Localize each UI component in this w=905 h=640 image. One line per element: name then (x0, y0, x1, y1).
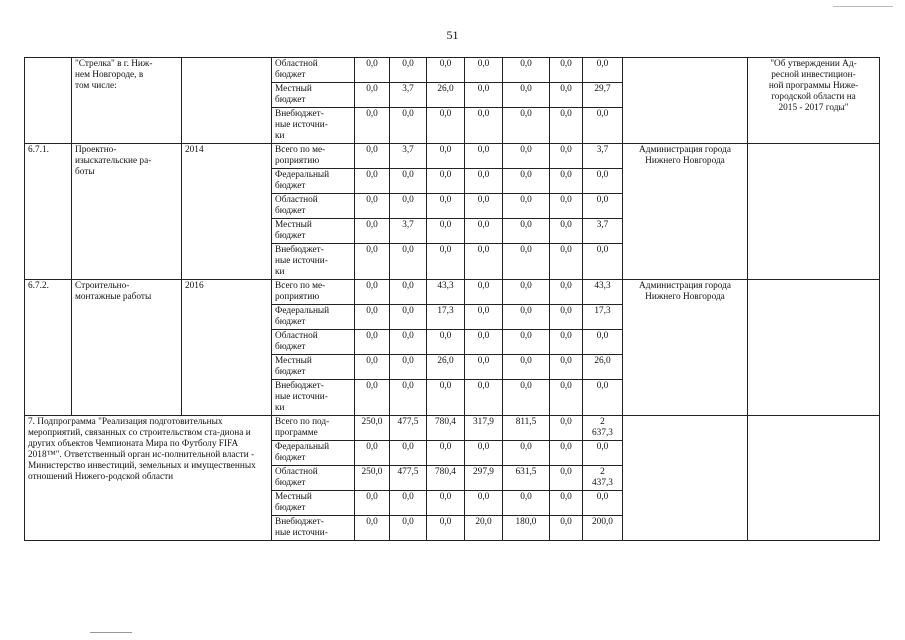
document-reference-cell (748, 280, 880, 416)
value-cell: 0,0 (355, 491, 390, 516)
total-cell: 0,0 (583, 244, 623, 280)
value-cell: 0,0 (390, 58, 427, 83)
value-cell: 0,0 (550, 108, 583, 144)
value-cell: 0,0 (550, 169, 583, 194)
funding-source-cell: Областной бюджет (272, 330, 355, 355)
total-cell: 3,7 (583, 219, 623, 244)
funding-source-cell: Федеральный бюджет (272, 441, 355, 466)
funding-source-cell: Внебюджет- ные источни- ки (272, 380, 355, 416)
value-cell: 0,0 (550, 416, 583, 441)
value-cell: 0,0 (427, 516, 465, 541)
value-cell: 0,0 (355, 58, 390, 83)
value-cell: 3,7 (390, 83, 427, 108)
value-cell: 0,0 (355, 169, 390, 194)
value-cell: 780,4 (427, 416, 465, 441)
value-cell: 0,0 (503, 441, 550, 466)
total-cell: 0,0 (583, 58, 623, 83)
total-cell: 3,7 (583, 144, 623, 169)
value-cell: 0,0 (427, 330, 465, 355)
value-cell: 0,0 (355, 441, 390, 466)
scan-mark (90, 632, 132, 633)
scan-mark (833, 0, 893, 7)
value-cell: 0,0 (390, 491, 427, 516)
value-cell: 180,0 (503, 516, 550, 541)
value-cell: 0,0 (390, 169, 427, 194)
value-cell: 0,0 (550, 441, 583, 466)
value-cell: 0,0 (390, 380, 427, 416)
value-cell: 0,0 (427, 108, 465, 144)
code-cell (25, 58, 72, 144)
measure-name-cell: "Стрелка" в г. Ниж- нем Новгороде, в том числе: (72, 58, 182, 144)
value-cell: 0,0 (390, 244, 427, 280)
value-cell: 0,0 (427, 219, 465, 244)
code-cell: 6.7.1. (25, 144, 72, 280)
funding-source-cell: Областной бюджет (272, 58, 355, 83)
value-cell: 0,0 (355, 305, 390, 330)
value-cell: 0,0 (427, 194, 465, 219)
value-cell: 0,0 (465, 83, 503, 108)
value-cell: 0,0 (503, 305, 550, 330)
funding-source-cell: Всего по под- программе (272, 416, 355, 441)
total-cell: 0,0 (583, 330, 623, 355)
value-cell: 0,0 (550, 516, 583, 541)
value-cell: 26,0 (427, 355, 465, 380)
value-cell: 0,0 (465, 219, 503, 244)
total-cell: 0,0 (583, 491, 623, 516)
document-reference-cell: "Об утверждении Ад- ресной инвестицион- ной программы Ниже- городской области на 2015 - 2017 годы" (748, 58, 880, 144)
funding-source-cell: Всего по ме- роприятию (272, 144, 355, 169)
value-cell: 0,0 (503, 83, 550, 108)
measure-name-cell: Проектно- изыскательские ра- боты (72, 144, 182, 280)
executor-cell: Администрация города Нижнего Новгорода (623, 144, 748, 280)
value-cell: 0,0 (465, 58, 503, 83)
value-cell: 0,0 (390, 305, 427, 330)
value-cell: 0,0 (355, 144, 390, 169)
total-cell: 0,0 (583, 169, 623, 194)
funding-source-cell: Внебюджет- ные источни- (272, 516, 355, 541)
value-cell: 0,0 (390, 108, 427, 144)
value-cell: 780,4 (427, 466, 465, 491)
total-cell: 17,3 (583, 305, 623, 330)
value-cell: 0,0 (503, 144, 550, 169)
value-cell: 0,0 (503, 355, 550, 380)
value-cell: 0,0 (503, 280, 550, 305)
value-cell: 0,0 (503, 244, 550, 280)
value-cell: 3,7 (390, 219, 427, 244)
value-cell: 0,0 (465, 169, 503, 194)
value-cell: 0,0 (427, 491, 465, 516)
value-cell: 0,0 (427, 244, 465, 280)
funding-source-cell: Федеральный бюджет (272, 169, 355, 194)
funding-source-cell: Местный бюджет (272, 83, 355, 108)
value-cell: 0,0 (390, 355, 427, 380)
funding-source-cell: Внебюджет- ные источни- ки (272, 108, 355, 144)
value-cell: 0,0 (390, 516, 427, 541)
funding-source-cell: Федеральный бюджет (272, 305, 355, 330)
funding-source-cell: Местный бюджет (272, 219, 355, 244)
value-cell: 0,0 (465, 380, 503, 416)
document-reference-cell (748, 416, 880, 541)
funding-source-cell: Областной бюджет (272, 466, 355, 491)
value-cell: 0,0 (503, 219, 550, 244)
value-cell: 0,0 (355, 83, 390, 108)
value-cell: 0,0 (355, 516, 390, 541)
value-cell: 0,0 (427, 380, 465, 416)
table-row (25, 58, 880, 83)
value-cell: 0,0 (465, 441, 503, 466)
value-cell: 0,0 (465, 108, 503, 144)
value-cell: 0,0 (550, 380, 583, 416)
value-cell: 0,0 (390, 280, 427, 305)
value-cell: 0,0 (390, 441, 427, 466)
value-cell: 0,0 (550, 83, 583, 108)
value-cell: 0,0 (465, 355, 503, 380)
executor-cell (623, 58, 748, 144)
value-cell: 0,0 (550, 219, 583, 244)
total-cell: 0,0 (583, 194, 623, 219)
table-row (25, 416, 880, 441)
document-reference-cell (748, 144, 880, 280)
executor-cell: Администрация города Нижнего Новгорода (623, 280, 748, 416)
value-cell: 0,0 (427, 144, 465, 169)
value-cell: 0,0 (550, 491, 583, 516)
year-cell (182, 58, 272, 144)
value-cell: 0,0 (550, 194, 583, 219)
value-cell: 477,5 (390, 466, 427, 491)
value-cell: 0,0 (427, 169, 465, 194)
total-cell: 43,3 (583, 280, 623, 305)
value-cell: 0,0 (355, 244, 390, 280)
value-cell: 250,0 (355, 416, 390, 441)
value-cell: 811,5 (503, 416, 550, 441)
value-cell: 250,0 (355, 466, 390, 491)
value-cell: 0,0 (465, 244, 503, 280)
value-cell: 0,0 (503, 491, 550, 516)
funding-source-cell: Внебюджет- ные источни- ки (272, 244, 355, 280)
table-row (25, 280, 880, 305)
value-cell: 477,5 (390, 416, 427, 441)
value-cell: 0,0 (550, 355, 583, 380)
value-cell: 0,0 (550, 244, 583, 280)
value-cell: 0,0 (550, 330, 583, 355)
funding-source-cell: Всего по ме- роприятию (272, 280, 355, 305)
total-cell: 2 437,3 (583, 466, 623, 491)
value-cell: 0,0 (465, 330, 503, 355)
page-number: 51 (446, 28, 459, 42)
subprogram-title-cell: 7. Подпрограмма "Реализация подготовительных мероприятий, связанных со строительством ста-диона и других объектов Чемпионата Мира по Футболу FIFA 2018™". Ответственный орган ис-полнительной власти - Министерство инвестиций, земельных и имущественных отношений Нижего-родской области (25, 416, 272, 541)
total-cell: 0,0 (583, 441, 623, 466)
value-cell: 0,0 (427, 58, 465, 83)
measure-name-cell: Строительно- монтажные работы (72, 280, 182, 416)
table-row (25, 144, 880, 169)
value-cell: 0,0 (355, 380, 390, 416)
total-cell: 0,0 (583, 380, 623, 416)
value-cell: 0,0 (503, 169, 550, 194)
value-cell: 0,0 (390, 330, 427, 355)
executor-cell (623, 416, 748, 541)
value-cell: 317,9 (465, 416, 503, 441)
value-cell: 0,0 (503, 58, 550, 83)
value-cell: 43,3 (427, 280, 465, 305)
value-cell: 26,0 (427, 83, 465, 108)
value-cell: 0,0 (355, 330, 390, 355)
value-cell: 0,0 (390, 194, 427, 219)
value-cell: 0,0 (427, 441, 465, 466)
value-cell: 20,0 (465, 516, 503, 541)
value-cell: 0,0 (465, 280, 503, 305)
total-cell: 200,0 (583, 516, 623, 541)
value-cell: 0,0 (465, 491, 503, 516)
total-cell: 26,0 (583, 355, 623, 380)
funding-source-cell: Местный бюджет (272, 491, 355, 516)
value-cell: 0,0 (355, 355, 390, 380)
year-cell: 2016 (182, 280, 272, 416)
value-cell: 0,0 (503, 380, 550, 416)
value-cell: 0,0 (355, 194, 390, 219)
total-cell: 2 637,3 (583, 416, 623, 441)
value-cell: 0,0 (503, 108, 550, 144)
value-cell: 0,0 (465, 194, 503, 219)
value-cell: 0,0 (550, 144, 583, 169)
value-cell: 0,0 (503, 194, 550, 219)
year-cell: 2014 (182, 144, 272, 280)
value-cell: 3,7 (390, 144, 427, 169)
value-cell: 0,0 (355, 280, 390, 305)
value-cell: 0,0 (550, 280, 583, 305)
value-cell: 0,0 (550, 58, 583, 83)
funding-source-cell: Местный бюджет (272, 355, 355, 380)
value-cell: 0,0 (503, 330, 550, 355)
value-cell: 0,0 (550, 466, 583, 491)
code-cell: 6.7.2. (25, 280, 72, 416)
value-cell: 631,5 (503, 466, 550, 491)
total-cell: 0,0 (583, 108, 623, 144)
value-cell: 17,3 (427, 305, 465, 330)
value-cell: 0,0 (465, 305, 503, 330)
program-table (24, 57, 880, 541)
value-cell: 297,9 (465, 466, 503, 491)
value-cell: 0,0 (550, 305, 583, 330)
funding-source-cell: Областной бюджет (272, 194, 355, 219)
value-cell: 0,0 (355, 219, 390, 244)
value-cell: 0,0 (355, 108, 390, 144)
total-cell: 29,7 (583, 83, 623, 108)
value-cell: 0,0 (465, 144, 503, 169)
